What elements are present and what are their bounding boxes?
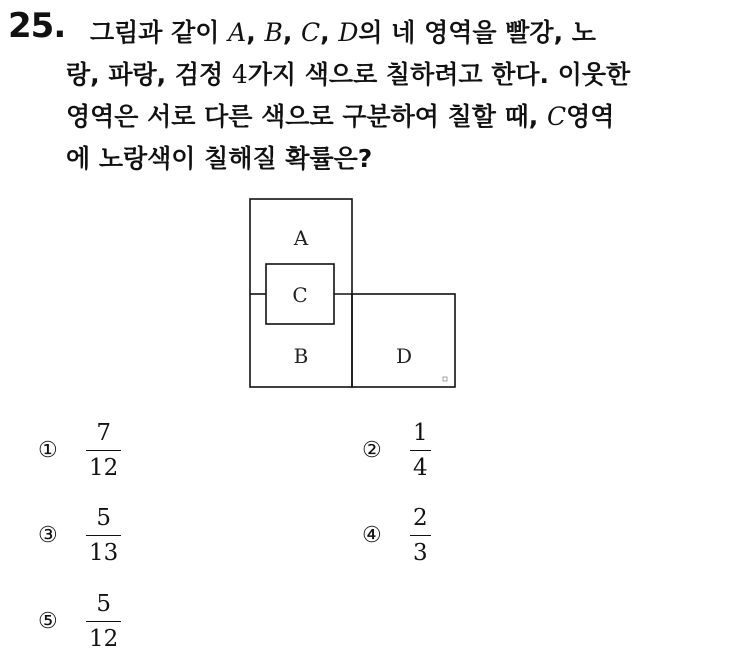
question-line-1 xyxy=(90,12,716,54)
question-text xyxy=(66,12,716,180)
text-segment: , xyxy=(320,18,339,47)
choice-2[interactable] xyxy=(362,418,431,483)
numerator: 2 xyxy=(413,505,428,531)
fraction xyxy=(86,503,121,568)
math-var-c: C xyxy=(546,102,567,131)
fraction-bar xyxy=(410,535,431,536)
region-label-a: A xyxy=(293,226,309,250)
region-diagram xyxy=(230,190,470,395)
question-line-4 xyxy=(66,138,716,180)
choice-4[interactable] xyxy=(362,503,431,568)
corner-mark xyxy=(443,377,447,381)
text-segment: 그림과 같이 xyxy=(90,18,229,47)
region-label-d: D xyxy=(395,344,413,368)
math-var-c: C xyxy=(301,18,321,47)
text-segment: 영역은 서로 다른 색으로 구분하여 칠할 때, xyxy=(66,102,547,131)
choice-number: ② xyxy=(362,438,382,463)
choice-number: ④ xyxy=(362,523,382,548)
choice-1[interactable] xyxy=(38,418,121,483)
text-segment: 가지 색으로 칠하려고 한다. 이웃한 xyxy=(247,60,631,89)
choice-number: ① xyxy=(38,438,58,463)
fraction-bar xyxy=(410,450,431,451)
denominator: 12 xyxy=(89,626,119,652)
region-label-c: C xyxy=(292,283,308,307)
text-segment: 랑, 파랑, 검정 xyxy=(66,60,232,89)
denominator: 4 xyxy=(413,455,428,481)
denominator: 3 xyxy=(413,540,428,566)
text-segment: , xyxy=(246,18,265,47)
choice-number: ③ xyxy=(38,523,58,548)
region-label-b: B xyxy=(293,344,309,368)
numerator: 5 xyxy=(96,591,111,617)
fraction xyxy=(410,503,431,568)
numerator: 7 xyxy=(96,420,111,446)
choice-number: ⑤ xyxy=(38,609,58,634)
fraction-bar xyxy=(86,535,121,536)
fraction xyxy=(86,589,121,654)
question-number: 25. xyxy=(8,6,66,46)
fraction-bar xyxy=(86,450,121,451)
text-segment: , xyxy=(282,18,302,47)
numerator: 5 xyxy=(96,505,111,531)
math-var-d: D xyxy=(338,18,359,47)
fraction xyxy=(86,418,121,483)
fraction-bar xyxy=(86,621,121,622)
math-var-a: A xyxy=(228,18,247,47)
question-line-3 xyxy=(66,96,716,138)
denominator: 12 xyxy=(89,455,119,481)
question-line-2 xyxy=(66,54,716,96)
fraction xyxy=(410,418,431,483)
text-segment: 영역 xyxy=(566,102,615,131)
math-var-b: B xyxy=(264,18,283,47)
math-number: 4 xyxy=(231,60,248,89)
numerator: 1 xyxy=(413,420,428,446)
denominator: 13 xyxy=(89,540,119,566)
text-segment: 에 노랑색이 칠해질 확률은? xyxy=(66,144,373,173)
choice-5[interactable] xyxy=(38,589,121,654)
text-segment: 의 네 영역을 빨강, 노 xyxy=(358,18,596,47)
region-d-outline xyxy=(352,294,455,387)
choice-3[interactable] xyxy=(38,503,121,568)
